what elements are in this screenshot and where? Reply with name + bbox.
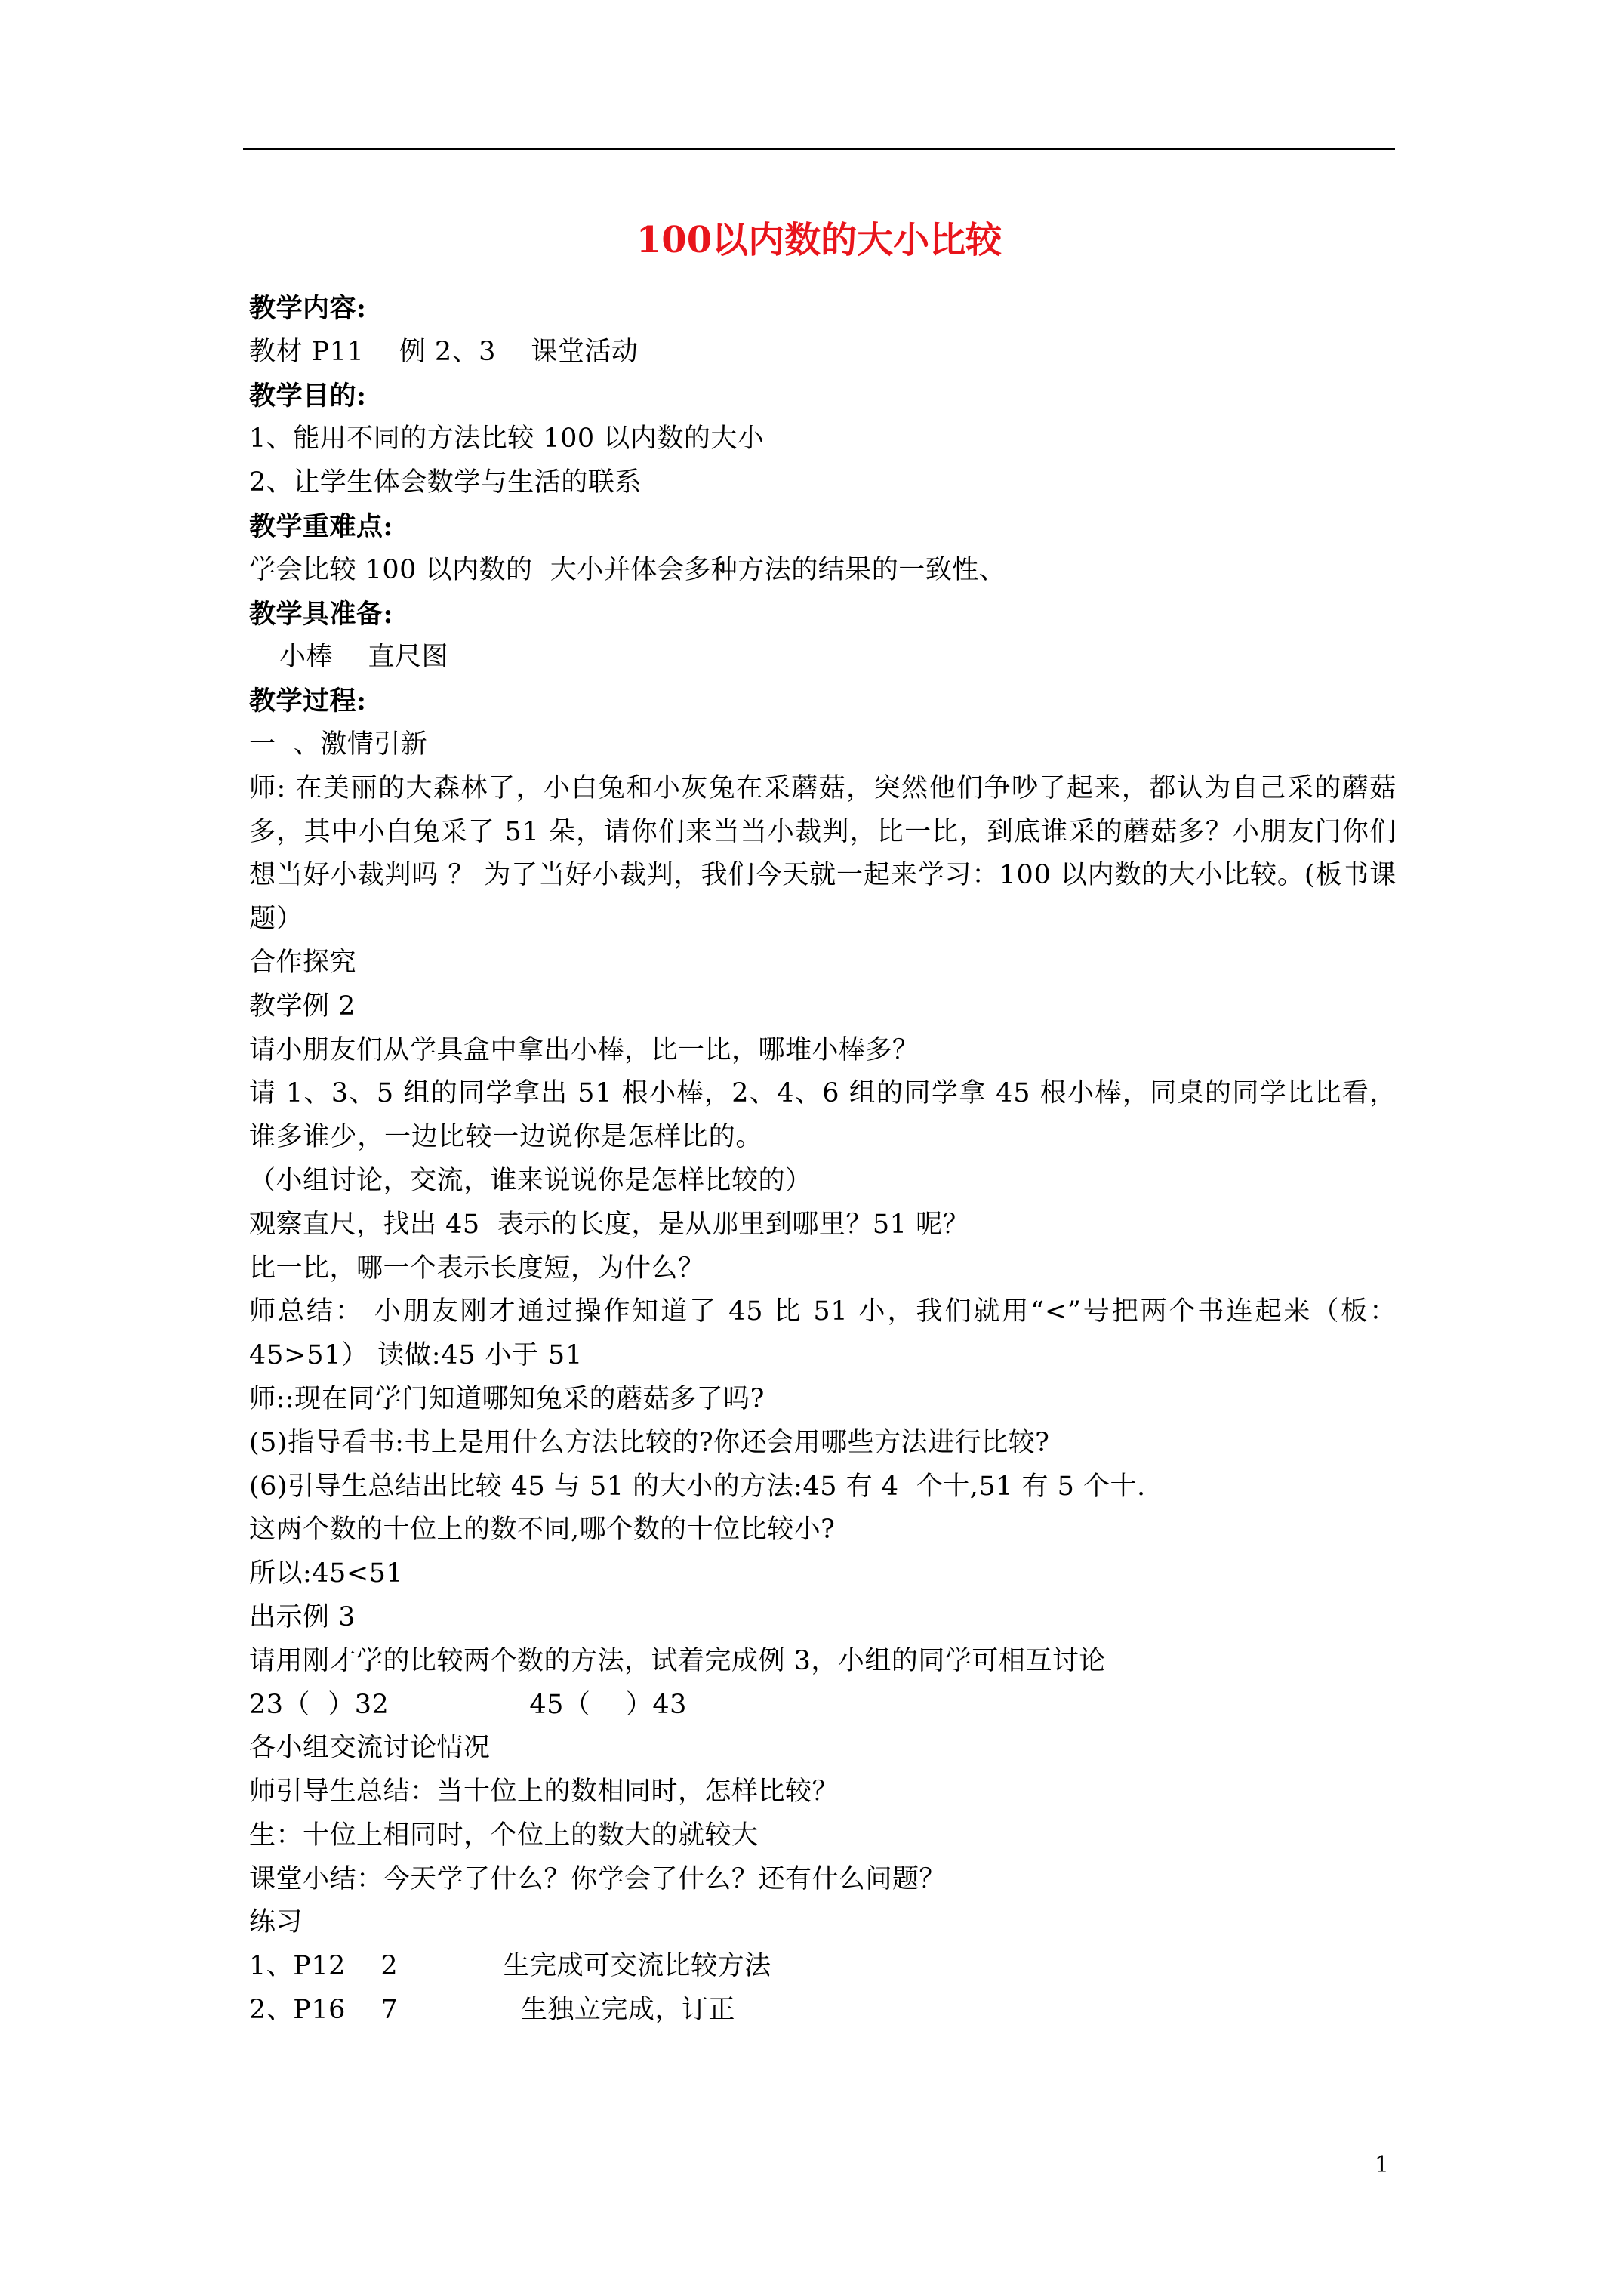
heading-teaching-process: 教学过程: — [249, 686, 367, 717]
text-line: 23（ ）32 45（ ）43 — [249, 1689, 687, 1720]
text-paragraph: 师: 在美丽的大森林了，小白兔和小灰兔在采蘑菇，突然他们争吵了起来，都认为自己采的蘑菇多，其中小白兔采了 51 朵，请你们来当当小裁判，比一比，到底谁采的蘑菇多？小朋友门你们想当好小裁判吗 ？ 为了当好小裁判，我们今天就一起来学习：100 以内数的大小比较。(板书课题） — [249, 772, 1397, 935]
header-rule — [243, 148, 1395, 150]
text-line: 教学例 2 — [249, 991, 356, 1022]
text-line: 1、能用不同的方法比较 100 以内数的大小 — [249, 424, 765, 455]
page-number: 1 — [1374, 2152, 1389, 2178]
text-line: 这两个数的十位上的数不同,哪个数的十位比较小? — [249, 1515, 836, 1546]
text-line: 2、让学生体会数学与生活的联系 — [249, 467, 642, 498]
text-line: 小棒 直尺图 — [279, 642, 449, 673]
text-paragraph: 师总结： 小朋友刚才通过操作知道了 45 比 51 小，我们就用“<”号把两个书连起来（板：45>51） 读做:45 小于 51 — [249, 1296, 1397, 1371]
text-line: 教材 P11 例 2、3 课堂活动 — [249, 336, 639, 367]
text-line: (5)指导看书:书上是用什么方法比较的?你还会用哪些方法进行比较? — [249, 1427, 1050, 1458]
text-line: 1、P12 2 生完成可交流比较方法 — [249, 1951, 771, 1982]
text-line: 请小朋友们从学具盒中拿出小棒，比一比，哪堆小棒多？ — [249, 1034, 919, 1065]
text-line: 2、P16 7 生独立完成，订正 — [249, 1995, 735, 2026]
text-line: 一 、激情引新 — [249, 729, 428, 760]
heading-teaching-aids: 教学具准备: — [249, 598, 393, 630]
heading-teaching-goals: 教学目的: — [249, 380, 367, 411]
text-line: 比一比，哪一个表示长度短，为什么？ — [249, 1253, 705, 1284]
text-line: 师::现在同学门知道哪知兔采的蘑菇多了吗? — [249, 1383, 765, 1414]
page-title: 100以内数的大小比较 — [636, 219, 1002, 261]
text-line: （小组讨论，交流，谁来说说你是怎样比较的） — [249, 1165, 812, 1196]
text-line: (6)引导生总结出比较 45 与 51 的大小的方法:45 有 4 个十,51 有 5 个十. — [249, 1471, 1146, 1502]
text-paragraph: 请 1、3、5 组的同学拿出 51 根小棒，2、4、6 组的同学拿 45 根小棒，同桌的同学比比看，谁多谁少，一边比较一边说你是怎样比的。 — [249, 1078, 1397, 1153]
text-line: 所以:45<51 — [249, 1558, 404, 1589]
text-line: 练习 — [249, 1907, 303, 1938]
text-line: 生：十位上相同时，个位上的数大的就较大 — [249, 1820, 759, 1851]
text-line: 观察直尺，找出 45 表示的长度，是从那里到哪里？51 呢？ — [249, 1209, 970, 1240]
heading-teaching-content: 教学内容: — [249, 293, 367, 324]
heading-key-difficulties: 教学重难点: — [249, 510, 393, 542]
text-line: 课堂小结：今天学了什么？你学会了什么？还有什么问题？ — [249, 1863, 947, 1894]
text-line: 师引导生总结：当十位上的数相同时，怎样比较？ — [249, 1777, 839, 1808]
text-line: 各小组交流讨论情况 — [249, 1733, 491, 1764]
lesson-body — [249, 287, 1397, 2032]
text-line: 出示例 3 — [249, 1601, 356, 1632]
text-line: 请用刚才学的比较两个数的方法，试着完成例 3，小组的同学可相互讨论 — [249, 1645, 1106, 1676]
text-line: 合作探究 — [249, 947, 357, 978]
text-line: 学会比较 100 以内数的 大小并体会多种方法的结果的一致性、 — [249, 554, 1006, 585]
